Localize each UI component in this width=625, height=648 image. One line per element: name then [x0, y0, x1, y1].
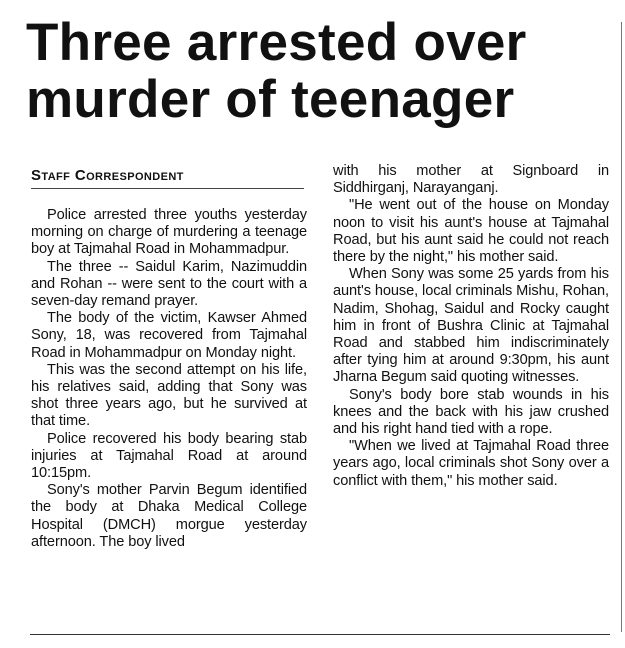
- byline: Staff Correspondent: [31, 166, 304, 189]
- paragraph: Sony's mother Parvin Begum identified the body at Dhaka Medical College Hospital (DMCH) morgue yesterday afternoon. The boy lived: [31, 482, 307, 550]
- paragraph-continuation: with his mother at Signboard in Siddhirganj, Narayanganj.: [333, 163, 609, 197]
- left-column: [31, 207, 307, 551]
- paragraph: The three -- Saidul Karim, Nazimuddin and Rohan -- were sent to the court with a seven-day remand prayer.: [31, 258, 307, 310]
- right-column: [333, 163, 609, 490]
- paragraph: The body of the victim, Kawser Ahmed Sony, 18, was recovered from Tajmahal Road in Mohammadpur on Monday night.: [31, 310, 307, 361]
- headline: [26, 14, 616, 128]
- bottom-rule: [30, 634, 610, 635]
- paragraph: Police recovered his body bearing stab injuries at Tajmahal Road at around 10:15pm.: [31, 430, 307, 482]
- right-edge-rule: [621, 22, 622, 632]
- headline-line-1: Three arrested over: [26, 13, 527, 72]
- paragraph: Sony's body bore stab wounds in his knees and the back with his jaw crushed and his right hand tied with a rope.: [333, 386, 609, 438]
- paragraph: This was the second attempt on his life, his relatives said, adding that Sony was shot three years ago, but he survived at that time.: [31, 361, 307, 430]
- headline-line-2: murder of teenager: [26, 70, 515, 129]
- paragraph: "When we lived at Tajmahal Road three years ago, local criminals shot Sony over a conflict with them," his mother said.: [333, 438, 609, 489]
- paragraph: Police arrested three youths yesterday morning on charge of murdering a teenage boy at Tajmahal Road in Mohammadpur.: [31, 207, 307, 258]
- paragraph: When Sony was some 25 yards from his aunt's house, local criminals Mishu, Rohan, Nadim, Shohag, Saidul and Rocky caught him in front of Bushra Clinic at Tajmahal Road and stabbed him indiscriminately after tying him at around 9:30pm, his aunt Jharna Begum said quoting witnesses.: [333, 266, 609, 386]
- paragraph: "He went out of the house on Monday noon to visit his aunt's house at Tajmahal Road, but his aunt said he could not reach there by the night," his mother said.: [333, 197, 609, 266]
